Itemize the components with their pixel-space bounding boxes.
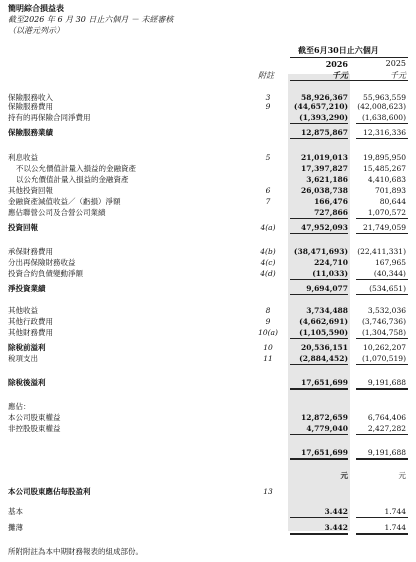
value-prior-year: (40,344)	[373, 269, 406, 278]
total-double-rule	[290, 533, 348, 535]
value-prior-year: 9,191,688	[367, 378, 406, 387]
value-prior-year: 80,644	[379, 197, 406, 206]
statement-row	[0, 174, 416, 185]
value-prior-year: 1,070,572	[367, 208, 406, 217]
row-label: 不以公允價值計量入損益的金融資產	[16, 164, 136, 173]
statement-row	[0, 163, 416, 174]
subtotal-rule	[290, 218, 348, 219]
value-current-year: (11,033)	[312, 269, 348, 278]
statement-row	[0, 305, 416, 316]
statement-row	[0, 377, 416, 388]
row-note: 4(b)	[260, 247, 276, 256]
value-current-year: 3,734,488	[306, 306, 348, 315]
subtotal-rule	[356, 138, 408, 139]
value-current-year: 3.442	[324, 523, 348, 532]
row-label: 保險服務費用	[8, 102, 53, 111]
row-label: 其他收益	[8, 306, 38, 315]
value-current-year: (4,662,691)	[299, 317, 348, 326]
subtotal-rule	[290, 364, 348, 365]
statement-row	[0, 207, 416, 218]
row-label: 本公司股東權益	[8, 413, 61, 422]
row-note: 5	[265, 153, 271, 162]
value-current-year: (1,105,590)	[299, 328, 348, 337]
row-note: 4(c)	[260, 258, 276, 267]
value-current-year: 4,779,040	[306, 424, 348, 433]
value-current-year: (38,471,693)	[293, 247, 348, 256]
subtotal-rule	[290, 233, 348, 234]
row-label: 本公司股東應佔每股盈利	[8, 487, 91, 496]
value-prior-year: 167,965	[374, 258, 406, 267]
row-note: 4(d)	[260, 269, 276, 278]
unit-current: 千元	[332, 70, 348, 80]
statement-row	[0, 283, 416, 294]
statement-row	[0, 423, 416, 434]
row-note: 7	[265, 197, 271, 206]
value-current-year: 20,536,151	[301, 343, 348, 352]
statement-row	[0, 112, 416, 123]
subtotal-rule	[356, 279, 408, 280]
header-subtitle: 截至2026 年 6 月 30 日止六個月 － 未經審核	[8, 15, 174, 24]
row-label: 以公允價值計量入損益的金融資產	[16, 175, 129, 184]
value-current-year: 17,651,699	[301, 448, 348, 457]
statement-row	[0, 412, 416, 423]
row-label: 承保財務費用	[8, 247, 53, 256]
year-prior: 2025	[385, 59, 406, 68]
statement-row	[0, 522, 416, 533]
statement-row	[0, 101, 416, 112]
value-prior-year: 10,262,207	[363, 343, 406, 352]
subtotal-rule	[356, 338, 408, 339]
statement-row	[0, 327, 416, 338]
value-prior-year: (22,411,331)	[357, 247, 406, 256]
row-label: 攤薄	[8, 523, 23, 532]
value-prior-year: 12,316,336	[363, 128, 406, 137]
value-prior-year: (534,651)	[369, 284, 406, 293]
statement-row	[0, 486, 416, 497]
statement-row	[0, 257, 416, 268]
value-prior-year: 55,963,559	[363, 93, 406, 102]
value-current-year: (2,884,452)	[299, 354, 348, 363]
value-prior-year: (1,070,519)	[361, 354, 406, 363]
period-label: 截至6月30日止六個月	[298, 45, 379, 55]
value-current-year: (1,393,290)	[299, 113, 348, 122]
value-prior-year: (1,638,600)	[361, 113, 406, 122]
period-underline	[290, 57, 408, 58]
row-note: 6	[265, 186, 271, 195]
row-note: 13	[263, 487, 273, 496]
value-current-year: 元	[340, 471, 348, 480]
row-label: 其他行政費用	[8, 317, 53, 326]
value-current-year: (44,657,210)	[293, 102, 348, 111]
notes-header: 附註	[258, 71, 274, 80]
row-label: 保險服務業績	[8, 128, 53, 137]
row-label: 保險服務收入	[8, 93, 53, 102]
row-note: 9	[265, 102, 271, 111]
statement-row	[0, 222, 416, 233]
row-label: 非控股股東權益	[8, 424, 61, 433]
value-prior-year: 6,764,406	[367, 413, 406, 422]
value-prior-year: (1,304,758)	[361, 328, 406, 337]
subtotal-rule	[290, 338, 348, 339]
value-prior-year: 1.744	[384, 507, 406, 516]
statement-row	[0, 268, 416, 279]
row-note: 4(a)	[260, 223, 276, 232]
statement-row	[0, 447, 416, 458]
statement-row	[0, 152, 416, 163]
row-label: 淨投資業績	[8, 284, 46, 293]
subtotal-rule	[290, 434, 348, 435]
row-label: 除稅後溢利	[8, 378, 46, 387]
value-current-year: 3,621,186	[306, 175, 348, 184]
subtotal-rule	[356, 218, 408, 219]
subtotal-rule	[356, 434, 408, 435]
row-label: 稅項支出	[8, 354, 38, 363]
statement-row	[0, 342, 416, 353]
value-current-year: 26,038,738	[301, 186, 348, 195]
subtotal-rule	[290, 517, 348, 518]
value-prior-year: 19,895,950	[363, 153, 406, 162]
row-note: 9	[265, 317, 271, 326]
row-label: 應佔：	[8, 402, 31, 411]
value-current-year: 166,476	[314, 197, 348, 206]
total-double-rule	[356, 533, 408, 535]
statement-row	[0, 506, 416, 517]
row-label: 金融資產減值收益／（虧損）淨額	[8, 197, 121, 206]
row-label: 利息收益	[8, 153, 38, 162]
row-label: 持有的再保險合同淨費用	[8, 113, 91, 122]
row-label: 基本	[8, 507, 23, 516]
value-prior-year: 元	[398, 471, 406, 480]
value-prior-year: 2,427,282	[367, 424, 406, 433]
statement-row	[0, 316, 416, 327]
total-double-rule	[290, 458, 348, 460]
row-label: 投資合約負債變動淨額	[8, 269, 83, 278]
value-current-year: 58,926,367	[301, 93, 348, 102]
header-currency-note: （以港元列示）	[8, 26, 64, 35]
value-current-year: 12,875,867	[301, 128, 348, 137]
value-current-year: 17,397,827	[301, 164, 348, 173]
header-rule	[290, 80, 408, 81]
statement-row	[0, 470, 416, 481]
value-current-year: 17,651,699	[301, 378, 348, 387]
shaded-current-year-column	[288, 74, 350, 531]
value-prior-year: 1.744	[384, 523, 406, 532]
row-label: 其他財務費用	[8, 328, 53, 337]
statement-row	[0, 127, 416, 138]
subtotal-rule	[290, 138, 348, 139]
value-prior-year: 4,410,683	[367, 175, 406, 184]
row-note: 10	[263, 343, 273, 352]
subtotal-rule	[290, 294, 348, 295]
subtotal-rule	[290, 123, 348, 124]
total-double-rule	[356, 388, 408, 390]
row-label: 除稅前溢利	[8, 343, 46, 352]
statement-row	[0, 185, 416, 196]
footer-note: 所附附註為本中期財務報表的組成部份。	[8, 547, 143, 556]
subtotal-rule	[356, 517, 408, 518]
value-current-year: 47,952,093	[301, 223, 348, 232]
value-prior-year: 701,893	[374, 186, 406, 195]
value-prior-year: 21,749,059	[363, 223, 406, 232]
value-current-year: 12,872,659	[301, 413, 348, 422]
unit-prior: 千元	[390, 71, 406, 80]
value-current-year: 727,866	[314, 208, 348, 217]
row-label: 應佔聯營公司及合營公司業績	[8, 208, 106, 217]
subtotal-rule	[356, 233, 408, 234]
statement-row	[0, 196, 416, 207]
subtotal-rule	[356, 364, 408, 365]
year-current: 2026	[325, 59, 348, 69]
statement-row	[0, 353, 416, 364]
value-current-year: 3.442	[324, 507, 348, 516]
subtotal-rule	[356, 123, 408, 124]
value-current-year: 21,019,013	[301, 153, 348, 162]
total-double-rule	[356, 458, 408, 460]
statement-row	[0, 246, 416, 257]
statement-row	[0, 401, 416, 412]
row-note: 8	[265, 306, 271, 315]
value-prior-year: 9,191,688	[367, 448, 406, 457]
subtotal-rule	[290, 279, 348, 280]
value-prior-year: (42,008,623)	[357, 102, 406, 111]
row-note: 10(a)	[258, 328, 278, 337]
row-label: 投資回報	[8, 223, 38, 232]
value-prior-year: (3,746,736)	[361, 317, 406, 326]
row-label: 分出再保險財務收益	[8, 258, 76, 267]
subtotal-rule	[356, 294, 408, 295]
row-note: 11	[263, 354, 273, 363]
row-label: 其他投資回報	[8, 186, 53, 195]
row-note: 3	[265, 93, 271, 102]
value-prior-year: 3,532,036	[367, 306, 406, 315]
value-prior-year: 15,485,267	[363, 164, 406, 173]
value-current-year: 224,710	[314, 258, 348, 267]
total-double-rule	[290, 388, 348, 390]
header-title: 簡明綜合損益表	[8, 3, 64, 13]
value-current-year: 9,694,077	[306, 284, 348, 293]
